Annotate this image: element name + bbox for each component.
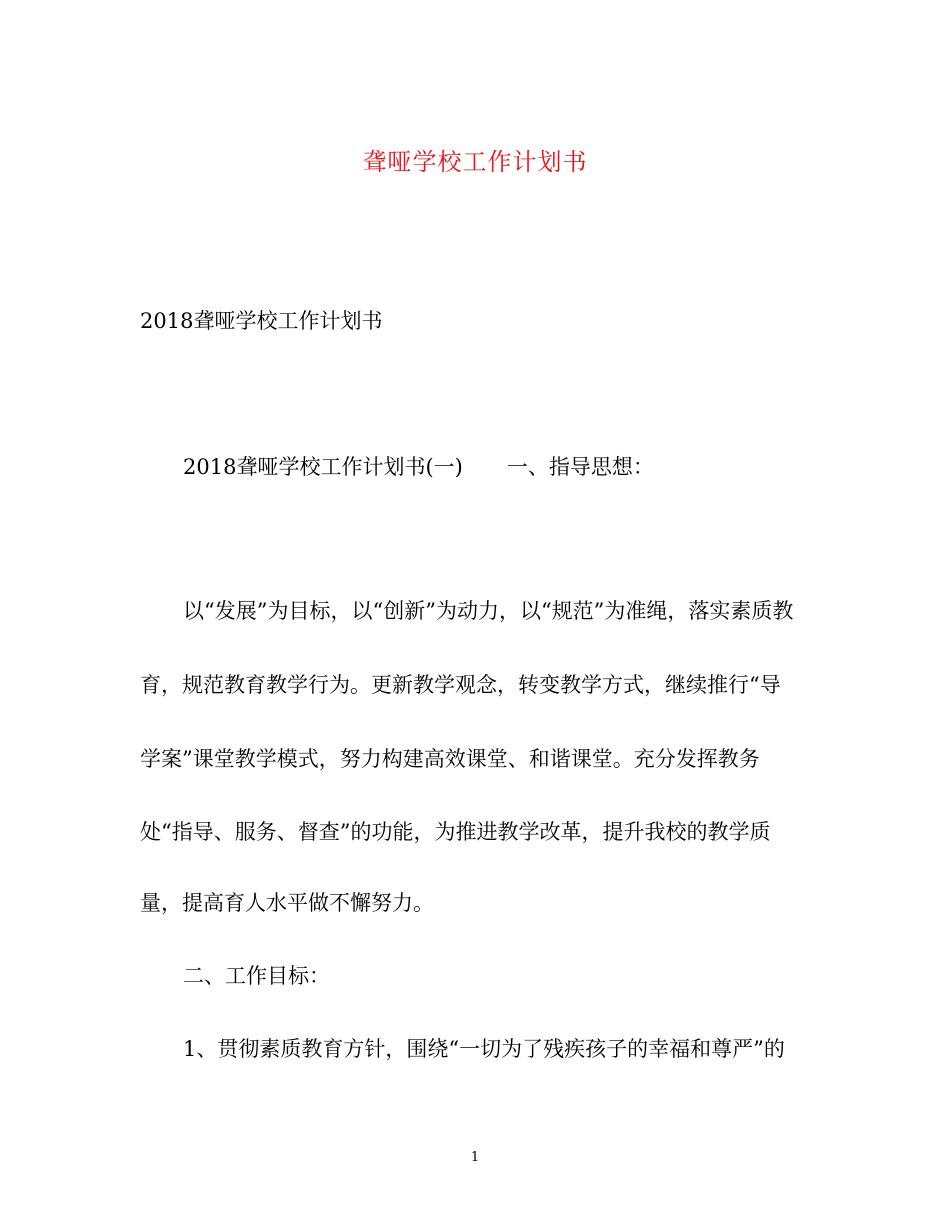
document-title: 聋哑学校工作计划书 — [362, 148, 588, 176]
heading-guiding-thought: 一、指导思想： — [506, 455, 654, 479]
page-number: 1 — [470, 1150, 480, 1165]
list-item: 1、贯彻素质教育方针，围绕“一切为了残疾孩子的幸福和尊严”的 — [183, 1037, 785, 1061]
paragraph-line: 育，规范教育教学行为。更新教学观念，转变教学方式，继续推行“导 — [140, 673, 781, 697]
paragraph-line: 以“发展”为目标，以“创新”为动力，以“规范”为准绳，落实素质教 — [183, 599, 794, 623]
paragraph-line: 处“指导、服务、督查”的功能，为推进教学改革，提升我校的教学质 — [140, 820, 771, 844]
section-line — [183, 452, 654, 482]
paragraph-line: 量，提高育人水平做不懈努力。 — [140, 891, 434, 915]
paragraph-line: 学案”课堂教学模式，努力构建高效课堂、和谐课堂。充分发挥教务 — [140, 747, 760, 771]
document-subtitle: 2018聋哑学校工作计划书 — [140, 309, 383, 333]
part-title: 2018聋哑学校工作计划书(一) — [183, 455, 463, 479]
heading-work-goals: 二、工作目标： — [183, 964, 330, 988]
